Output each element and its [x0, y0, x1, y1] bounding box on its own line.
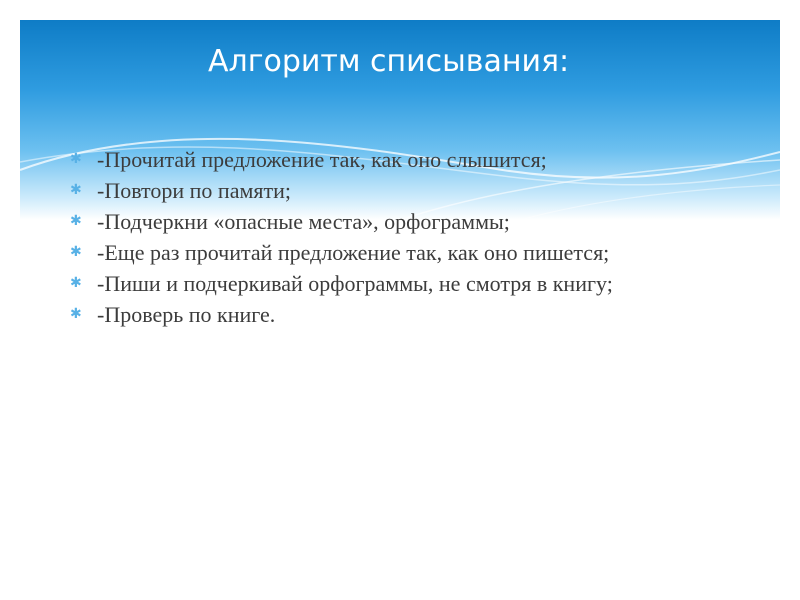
- asterisk-icon: ✱: [70, 182, 82, 198]
- asterisk-icon: ✱: [70, 275, 82, 291]
- list-item: [70, 210, 750, 233]
- asterisk-icon: ✱: [70, 213, 82, 229]
- list-item-text: -Проверь по книге.: [97, 302, 276, 327]
- list-item: [70, 272, 750, 295]
- list-item: [70, 241, 750, 264]
- asterisk-icon: ✱: [70, 306, 82, 322]
- list-item: [70, 303, 750, 326]
- slide-title: Алгоритм списывания:: [208, 44, 570, 79]
- bullet-list: [70, 148, 750, 334]
- list-item-text: -Прочитай предложение так, как оно слышится;: [97, 147, 547, 172]
- list-item: [70, 148, 750, 171]
- list-item-text: -Пиши и подчеркивай орфограммы, не смотря в книгу;: [97, 271, 613, 296]
- list-item-text: -Подчеркни «опасные места», орфограммы;: [97, 209, 510, 234]
- list-item: [70, 179, 750, 202]
- asterisk-icon: ✱: [70, 244, 82, 260]
- list-item-text: -Повтори по памяти;: [97, 178, 292, 203]
- list-item-text: -Еще раз прочитай предложение так, как оно пишется;: [97, 240, 610, 265]
- asterisk-icon: ✱: [70, 151, 82, 167]
